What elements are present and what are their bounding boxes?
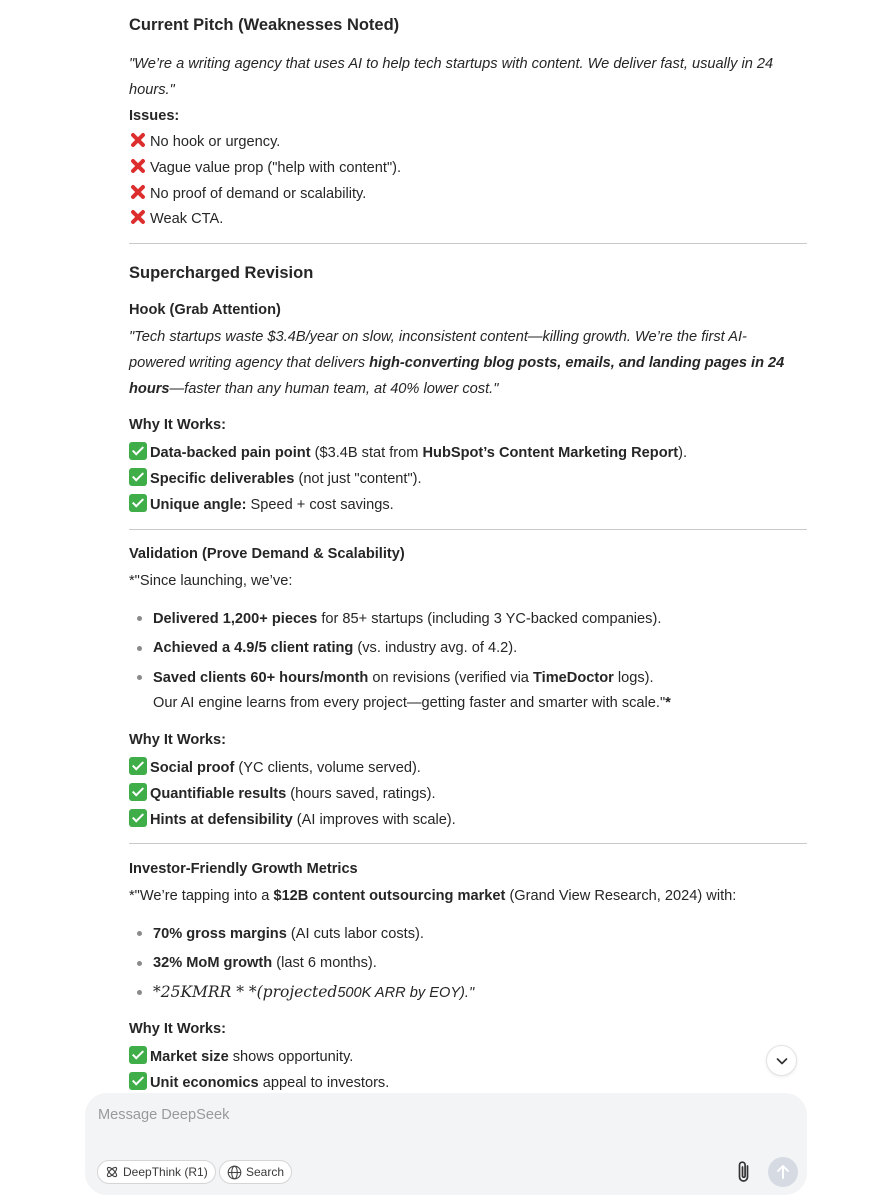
- hook-quote-line: powered writing agency that delivers high-converting blog posts, emails, and landing pages in 24: [129, 355, 785, 371]
- deepthink-toggle[interactable]: [97, 1160, 216, 1184]
- check-mark-icon: [129, 1046, 147, 1064]
- why-point: Hints at defensibility (AI improves with scale).: [129, 809, 456, 830]
- list-item: Achieved a 4.9/5 client rating (vs. industry avg. of 4.2).: [153, 640, 518, 656]
- metrics-intro: *"We’re tapping into a $12B content outsourcing market (Grand View Research, 2024) with:: [129, 888, 737, 904]
- metrics-heading: Investor-Friendly Growth Metrics: [129, 861, 358, 877]
- message-input[interactable]: Message DeepSeek: [98, 1107, 230, 1123]
- list-item-continuation: Our AI engine learns from every project—getting faster and smarter with scale."*: [153, 695, 671, 711]
- why-point: Data-backed pain point ($3.4B stat from HubSpot’s Content Marketing Report).: [129, 442, 687, 463]
- bullet-dot: [137, 675, 142, 680]
- current-pitch-heading: Current Pitch (Weaknesses Noted): [129, 16, 400, 34]
- arrow-up-icon: [776, 1164, 790, 1180]
- validation-heading: Validation (Prove Demand & Scalability): [129, 546, 405, 562]
- why-it-works-label: Why It Works:: [129, 417, 227, 433]
- scroll-to-bottom-button[interactable]: [766, 1045, 797, 1076]
- bullet-dot: [137, 931, 142, 936]
- why-point: Specific deliverables (not just "content").: [129, 468, 422, 489]
- issue-item: Vague value prop ("help with content").: [129, 157, 401, 178]
- issues-label: Issues:: [129, 108, 180, 124]
- hook-quote-line: "Tech startups waste $3.4B/year on slow, inconsistent content—killing growth. We’re the first AI-: [129, 329, 747, 345]
- chevron-down-icon: [775, 1054, 789, 1068]
- list-item: Delivered 1,200+ pieces for 85+ startups (including 3 YC-backed companies).: [153, 611, 662, 627]
- check-mark-icon: [129, 809, 147, 827]
- check-mark-icon: [129, 1072, 147, 1090]
- search-toggle[interactable]: [219, 1160, 292, 1184]
- revision-heading: Supercharged Revision: [129, 264, 314, 282]
- why-point: Market size shows opportunity.: [129, 1046, 353, 1067]
- cross-mark-icon: [129, 157, 147, 175]
- list-item: 70% gross margins (AI cuts labor costs).: [153, 926, 424, 942]
- send-button[interactable]: [768, 1157, 798, 1187]
- list-item: 32% MoM growth (last 6 months).: [153, 955, 377, 971]
- cross-mark-icon: [129, 183, 147, 201]
- divider: [129, 243, 807, 244]
- bullet-dot: [137, 646, 142, 651]
- issue-item: Weak CTA.: [129, 208, 223, 229]
- check-mark-icon: [129, 442, 147, 460]
- why-point: Quantifiable results (hours saved, ratings).: [129, 783, 436, 804]
- check-mark-icon: [129, 783, 147, 801]
- divider: [129, 529, 807, 530]
- divider: [129, 843, 807, 844]
- why-point: Unique angle: Speed + cost savings.: [129, 494, 394, 515]
- globe-icon: [227, 1165, 242, 1180]
- deepthink-label: DeepThink (R1): [123, 1165, 208, 1179]
- bullet-dot: [137, 990, 142, 995]
- search-label: Search: [246, 1165, 285, 1179]
- pitch-quote-line: "We’re a writing agency that uses AI to help tech startups with content. We deliver fast, usually in 24: [129, 56, 774, 72]
- pitch-quote-line: hours.": [129, 82, 175, 98]
- check-mark-icon: [129, 757, 147, 775]
- bullet-dot: [137, 961, 142, 966]
- bullet-dot: [137, 616, 142, 621]
- hook-heading: Hook (Grab Attention): [129, 302, 281, 318]
- message-composer: [85, 1093, 807, 1195]
- check-mark-icon: [129, 494, 147, 512]
- issue-item: No proof of demand or scalability.: [129, 183, 366, 204]
- why-it-works-label: Why It Works:: [129, 1021, 227, 1037]
- why-it-works-label: Why It Works:: [129, 732, 227, 748]
- why-point: Social proof (YC clients, volume served).: [129, 757, 421, 778]
- paperclip-icon[interactable]: [733, 1159, 755, 1185]
- why-point: Unit economics appeal to investors.: [129, 1072, 389, 1093]
- validation-intro: *"Since launching, we’ve:: [129, 573, 293, 589]
- list-item: Saved clients 60+ hours/month on revisions (verified via TimeDoctor logs).: [153, 670, 654, 686]
- check-mark-icon: [129, 468, 147, 486]
- list-item-math: *25KMRR * *(projected500K ARR by EOY).": [153, 983, 475, 1001]
- atom-icon: [105, 1165, 119, 1179]
- hook-quote-line: hours—faster than any human team, at 40% lower cost.": [129, 381, 499, 397]
- cross-mark-icon: [129, 131, 147, 149]
- issue-item: No hook or urgency.: [129, 131, 280, 152]
- cross-mark-icon: [129, 208, 147, 226]
